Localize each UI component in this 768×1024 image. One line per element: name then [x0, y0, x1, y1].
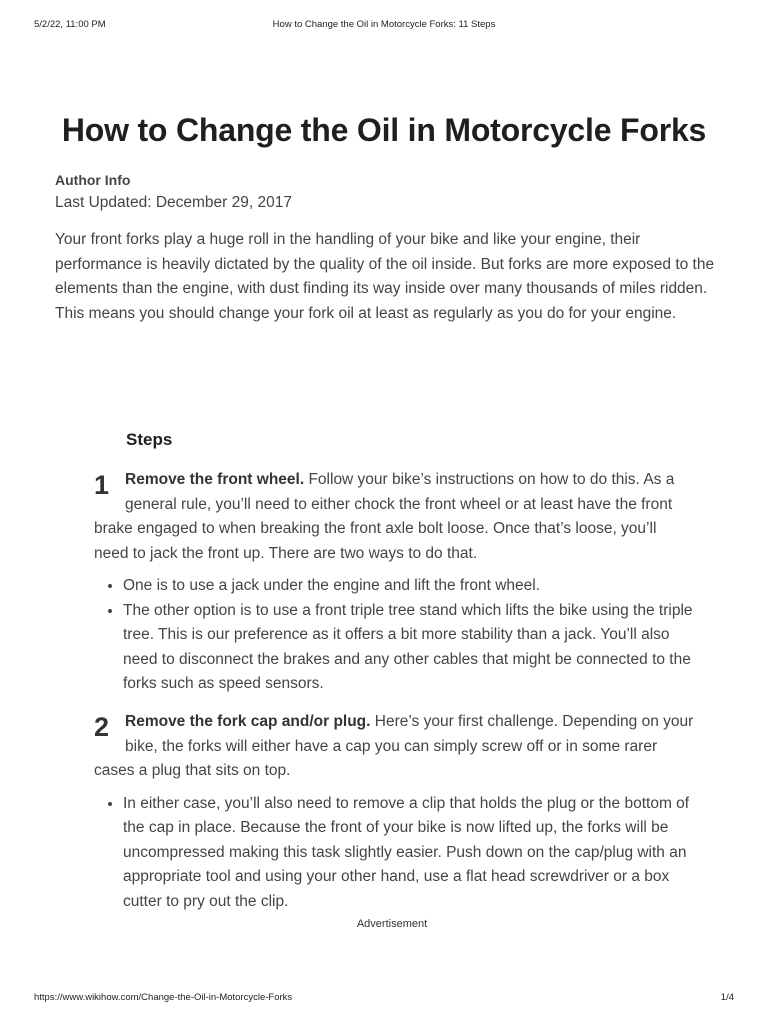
step-bullet: • The other option is to use a front triple tree stand which lifts the bike using the triple tree. This is our preference as it offers a bit more stability than a jack. You’ll also need to disconnect the brakes and any other cables that might be connected to the forks such as speed sensors. — [123, 599, 694, 697]
advertisement-label: Advertisement — [356, 918, 428, 930]
step-bullet-list — [94, 792, 694, 915]
page-url: https://www.wikihow.com/Change-the-Oil-in-Motorcycle-Forks — [34, 992, 293, 1003]
steps-heading: Steps — [126, 430, 173, 449]
print-footer — [34, 992, 734, 1006]
step-description: Follow your bike’s instructions on how to do this. As a general rule, you’ll need to either chock the front wheel or at least have the front brake engaged to when breaking the front axle bolt loose. Once that’s loose, you’ll need to jack the front up. There are two ways to do that. — [94, 471, 675, 562]
step-bullet: • One is to use a jack under the engine and lift the front wheel. — [123, 574, 694, 599]
intro-paragraph: Your front forks play a huge roll in the handling of your bike and like your engine, their performance is heavily dictated by the quality of the oil inside. But forks are more exposed to the elements than the engine, with dust finding its way inside over many thousands of miles ridden. This means you should change your fork oil at least as regularly as you do for your engine. — [55, 231, 715, 322]
step-text — [94, 468, 694, 566]
step-1 — [94, 468, 694, 697]
last-updated: Last Updated: December 29, 2017 — [55, 194, 292, 211]
step-text — [94, 710, 694, 784]
step-2 — [94, 710, 694, 914]
step-bullet: • In either case, you’ll also need to remove a clip that holds the plug or the bottom of the cap in place. Because the front of your bike is now lifted up, the forks will be uncompressed making this task slightly easier. Push down on the cap/plug with an appropriate tool and using your other hand, use a flat head screwdriver or a box cutter to pry out the clip. — [123, 792, 694, 915]
step-title: Remove the fork cap and/or plug. — [125, 713, 371, 730]
page-number: 1/4 — [720, 992, 734, 1003]
step-number: 2 — [94, 712, 110, 742]
print-header — [34, 19, 734, 33]
step-bullet-list — [94, 574, 694, 697]
print-page-title: How to Change the Oil in Motorcycle Forks: 11 Steps — [272, 19, 496, 30]
print-date: 5/2/22, 11:00 PM — [34, 19, 106, 30]
article-title: How to Change the Oil in Motorcycle Forks — [61, 112, 707, 148]
step-description: Here’s your first challenge. Depending on your bike, the forks will either have a cap you can simply screw off or in some rarer cases a plug that sits on top. — [94, 713, 694, 779]
step-title: Remove the front wheel. — [125, 471, 305, 488]
step-number: 1 — [94, 470, 110, 500]
author-info-link[interactable]: Author Info — [55, 172, 131, 188]
